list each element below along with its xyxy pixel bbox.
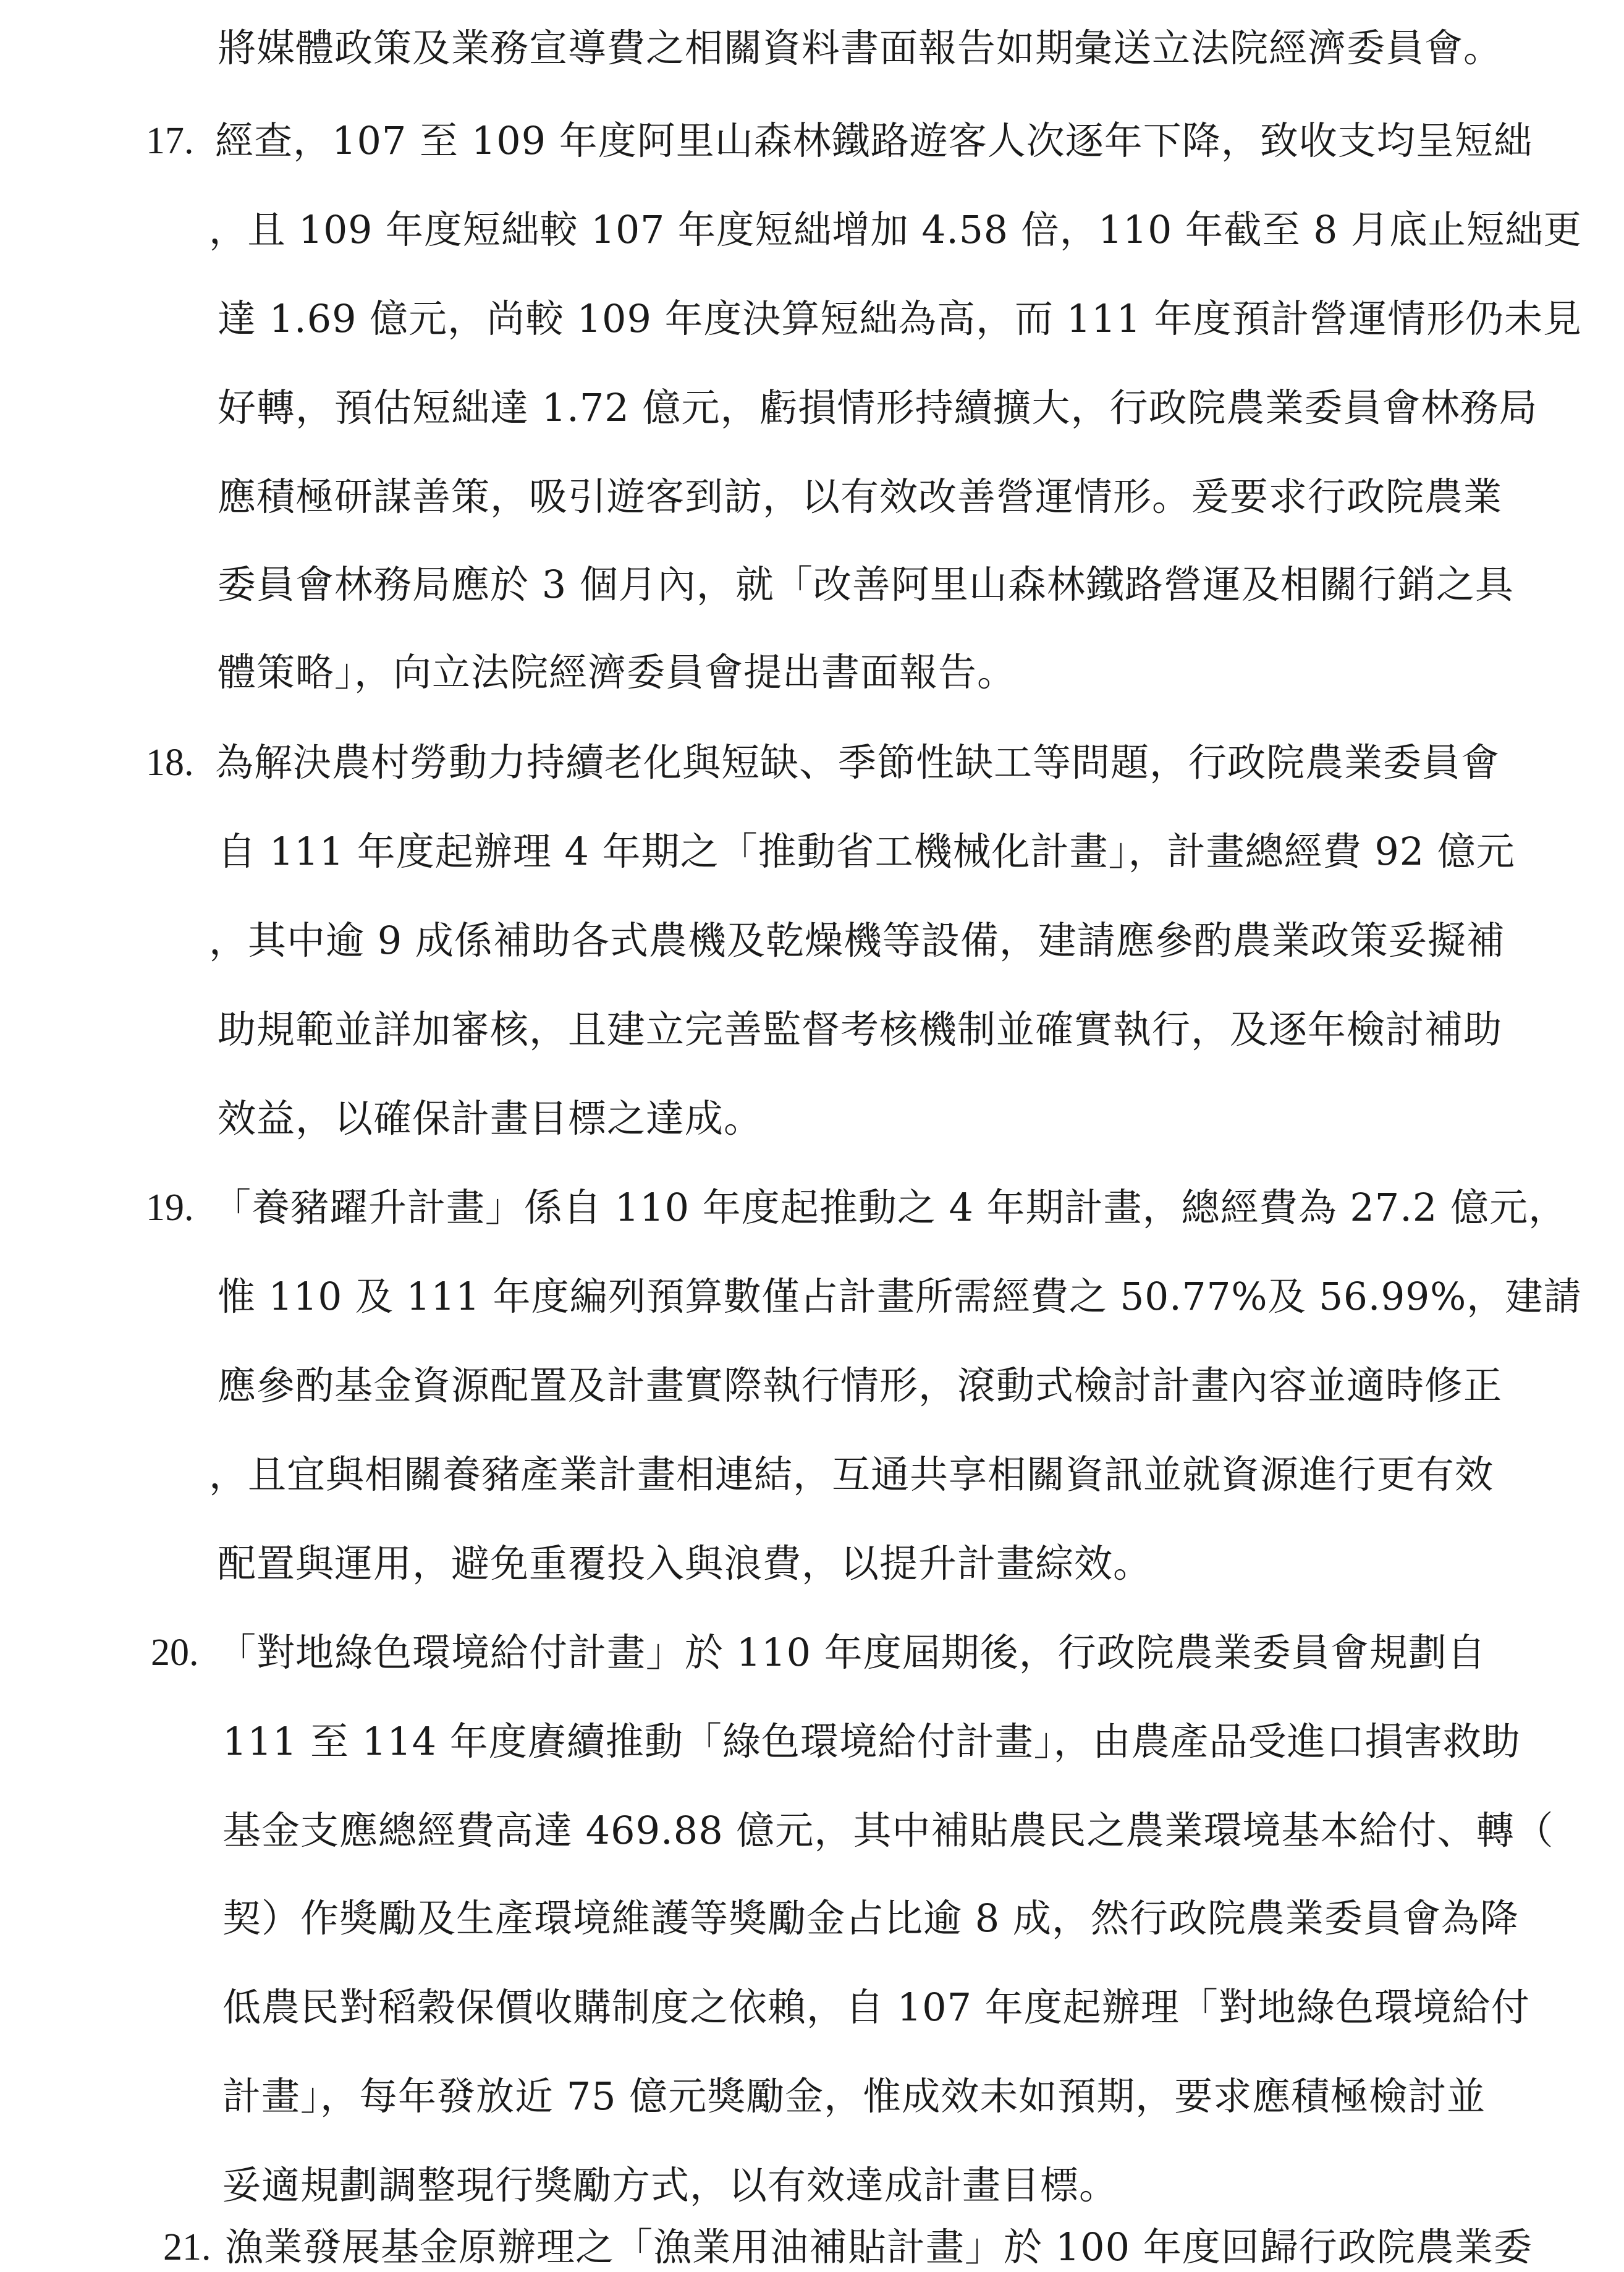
text-line: 體策略」，向立法院經濟委員會提出書面報告。 [218, 650, 1017, 695]
text-line: 好轉，預估短絀達 1.72 億元，虧損情形持續擴大，行政院農業委員會林務局 [218, 385, 1538, 430]
text-line: 助規範並詳加審核，且建立完善監督考核機制並確實執行，及逐年檢討補助 [218, 1007, 1503, 1052]
text-line: 為解決農村勞動力持續老化與短缺、季節性缺工等問題，行政院農業委員會 [215, 740, 1500, 785]
text-line: 「養豬躍升計畫」係自 110 年度起推動之 4 年期計畫，總經費為 27.2 億元， [213, 1185, 1568, 1230]
text-line: 自 111 年度起辦理 4 年期之「推動省工機械化計畫」，計畫總經費 92 億元 [218, 829, 1515, 874]
text-line: 應參酌基金資源配置及計畫實際執行情形，滾動式檢討計畫內容並適時修正 [218, 1363, 1503, 1408]
text-line: 將媒體政策及業務宣導費之相關資料書面報告如期彙送立法院經濟委員會。 [218, 25, 1503, 70]
item-number: 19. [146, 1187, 194, 1229]
text-line: 契）作獎勵及生產環境維護等獎勵金占比逾 8 成，然行政院農業委員會為降 [222, 1896, 1519, 1941]
text-line: ，且 109 年度短絀較 107 年度短絀增加 4.58 倍，110 年截至 8 月底止短絀更 [209, 207, 1582, 252]
item-number: 20. [151, 1632, 199, 1674]
text-line: 經查，107 至 109 年度阿里山森林鐵路遊客人次逐年下降，致收支均呈短絀 [215, 118, 1533, 163]
text-line: 漁業發展基金原辦理之「漁業用油補貼計畫」於 100 年度回歸行政院農業委 [225, 2224, 1533, 2270]
text-line: 配置與運用，避免重覆投入與浪費，以提升計畫綜效。 [218, 1541, 1152, 1586]
text-line: ，且宜與相關養豬產業計畫相連結，互通共享相關資訊並就資源進行更有效 [209, 1452, 1494, 1497]
text-line: 計畫」，每年發放近 75 億元獎勵金，惟成效未如預期，要求應積極檢討並 [222, 2074, 1486, 2119]
text-line: 效益，以確保計畫目標之達成。 [218, 1096, 763, 1141]
text-line: 達 1.69 億元，尚較 109 年度決算短絀為高，而 111 年度預計營運情形仍未見 [218, 296, 1582, 341]
text-line: ，其中逾 9 成係補助各式農機及乾燥機等設備，建請應參酌農業政策妥擬補 [209, 918, 1505, 963]
item-number: 18. [146, 742, 194, 784]
text-line: 應積極研謀善策，吸引遊客到訪，以有效改善營運情形。爰要求行政院農業 [218, 474, 1503, 519]
text-line: 「對地綠色環境給付計畫」於 110 年度屆期後，行政院農業委員會規劃自 [218, 1630, 1486, 1675]
text-line: 妥適規劃調整現行獎勵方式，以有效達成計畫目標。 [222, 2163, 1119, 2208]
text-line: 基金支應總經費高達 469.88 億元，其中補貼農民之農業環境基本給付、轉（ [222, 1808, 1554, 1853]
text-line: 委員會林務局應於 3 個月內，就「改善阿里山森林鐵路營運及相關行銷之具 [218, 562, 1514, 607]
text-line: 惟 110 及 111 年度編列預算數僅占計畫所需經費之 50.77%及 56.99%，建請 [218, 1274, 1582, 1319]
item-number: 21. [163, 2226, 211, 2268]
text-line: 低農民對稻穀保價收購制度之依賴，自 107 年度起辦理「對地綠色環境給付 [222, 1985, 1530, 2030]
item-number: 17. [146, 120, 194, 162]
text-line: 111 至 114 年度賡續推動「綠色環境給付計畫」，由農產品受進口損害救助 [222, 1719, 1521, 1764]
